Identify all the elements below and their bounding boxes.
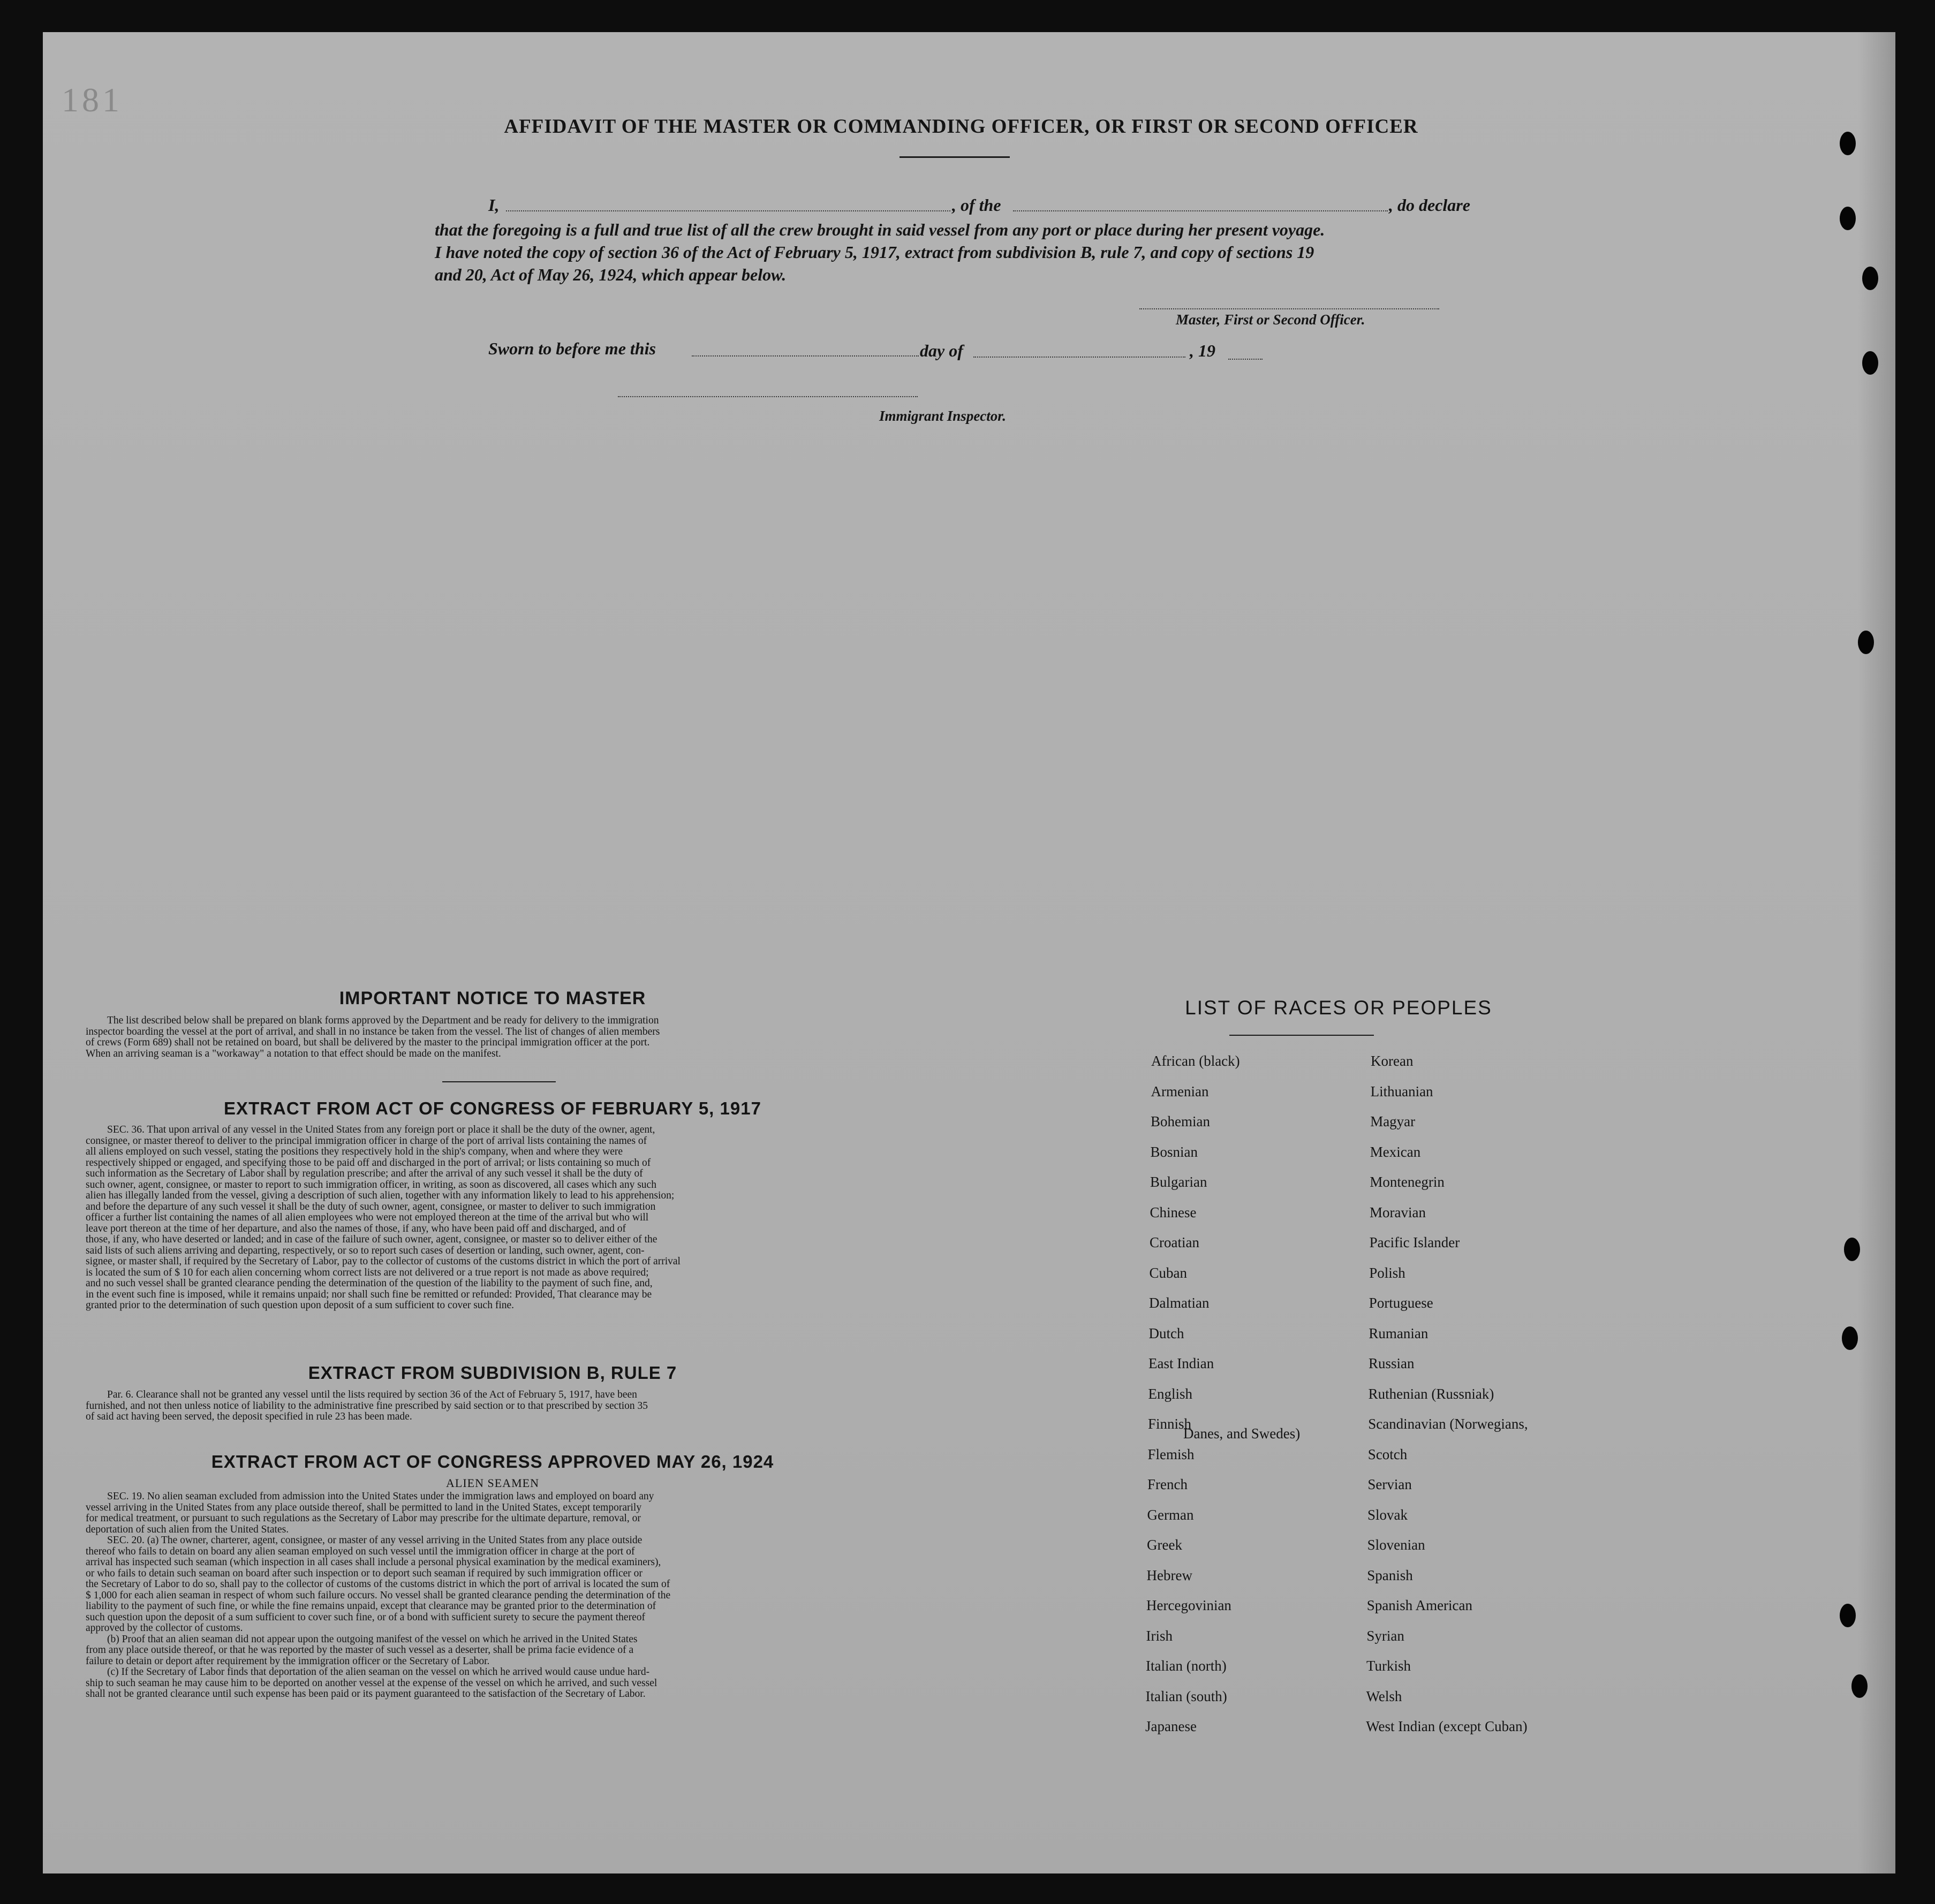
notice-body (86, 1015, 900, 1059)
declaration-line-4: and 20, Act of May 26, 1924, which appear below. (435, 265, 787, 284)
race-item: Lithuanian (1370, 1083, 1433, 1099)
extract-1917-line: respectively shipped or engaged, and specifying those to be paid off and discharged in the port of arrival; or lists containing so much of (86, 1157, 651, 1169)
inspector-caption: Immigrant Inspector. (879, 408, 1007, 424)
sworn-day-line[interactable] (692, 355, 919, 356)
extract-1917-line: is located the sum of $ 10 for each alien concerning whom correct lists are not delivered or a true report is not made as above required; (86, 1266, 649, 1278)
extract-rule7-line: of said act having been served, the deposit specified in rule 23 has been made. (86, 1411, 412, 1422)
extract-1924-line: such question upon the deposit of a sum sufficient to cover such fine, or of a bond with sufficient surety to secure the payment thereof (86, 1611, 645, 1623)
race-item: Bulgarian (1150, 1174, 1207, 1190)
extract-1924-line: for medical treatment, or pursuant to such regulations as the Secretary of Labor may prescribe for the ultimate departure, removal, or (86, 1513, 641, 1524)
of-the-label: , of the (952, 195, 1001, 215)
extract-1924-line: SEC. 19. No alien seaman excluded from admission into the United States under the immigration laws and employed on board any (107, 1491, 654, 1502)
notice-title: IMPORTANT NOTICE TO MASTER (339, 988, 646, 1008)
punch-hole (1840, 207, 1856, 230)
punch-hole (1862, 267, 1878, 290)
race-item: Rumanian (1369, 1325, 1428, 1341)
punch-hole (1851, 1674, 1868, 1698)
race-item: Spanish American (1366, 1597, 1473, 1613)
race-item-continuation: Danes, and Swedes) (1183, 1425, 1301, 1442)
extract-1924-line: vessel arriving in the United States from any place outside thereof, shall be permitted to land in the United States, except temporarily (86, 1501, 642, 1513)
extract-1917-line: leave port thereon at the time of her departure, and also the names of those, if any, who have been paid off and discharged, and of (86, 1223, 626, 1234)
section-rule (442, 1081, 556, 1082)
race-item: Greek (1147, 1537, 1182, 1553)
race-item: Japanese (1145, 1718, 1197, 1734)
page-number: 181 (62, 81, 123, 119)
declarant-name-line[interactable] (506, 210, 950, 211)
extract-1924-line: SEC. 20. (a) The owner, charterer, agent, consignee, or master of any vessel arriving in the United States from any place outside (107, 1535, 643, 1546)
race-item: African (black) (1151, 1053, 1240, 1069)
race-item: Slovak (1367, 1506, 1408, 1523)
extract-1924-line: shall not be granted clearance until such expense has been paid or its payment guaranteed to the satisfaction of the Secretary of Labor. (86, 1688, 646, 1700)
extract-rule7-body (86, 1390, 900, 1423)
race-item: Portuguese (1369, 1295, 1433, 1311)
extract-1924-line: arrival has inspected such seaman (which inspection in all cases shall include a personal physical examination by the medical examiners), (86, 1557, 661, 1568)
extract-1924-line: failure to detain or deport after requirement by the immigration officer or the Secretary of Labor. (86, 1655, 490, 1667)
races-rule (1229, 1035, 1374, 1036)
race-item: French (1147, 1476, 1188, 1492)
race-item: Bohemian (1151, 1113, 1210, 1129)
race-item: East Indian (1148, 1355, 1214, 1371)
extract-1917-line: SEC. 36. That upon arrival of any vessel in the United States from any foreign port or place it shall be the duty of the owner, agent, (107, 1124, 655, 1135)
race-item: Dalmatian (1149, 1295, 1210, 1311)
extract-1917-line: in the event such fine is imposed, while it remains unpaid; nor shall such fine be remitted or refunded: Provided, That clearance may be (86, 1288, 652, 1300)
race-item: Pacific Islander (1369, 1234, 1460, 1250)
extract-1924-line: (b) Proof that an alien seaman did not appear upon the outgoing manifest of the vessel on which he arrived in the United States (107, 1633, 638, 1645)
declaration-line-2: that the foregoing is a full and true list of all the crew brought in said vessel from any port or place during her present voyage. (435, 220, 1325, 239)
extract-1917-title: EXTRACT FROM ACT OF CONGRESS OF FEBRUARY 5, 1917 (224, 1098, 761, 1118)
race-item: Scotch (1367, 1446, 1408, 1462)
race-item: Welsh (1366, 1688, 1402, 1704)
race-item: Chinese (1150, 1204, 1197, 1220)
notice-line: of crews (Form 689) shall not be retained on board, but shall be delivered by the master to the principal immigration officer at the port. (86, 1037, 650, 1048)
extract-1924-line: $ 1,000 for each alien seaman in respect of whom such failure occurs. No vessel shall be granted clearance pending the determination of the (86, 1589, 671, 1601)
race-item: Irish (1146, 1627, 1173, 1644)
vessel-name-line[interactable] (1013, 210, 1388, 211)
extract-1924-line: (c) If the Secretary of Labor finds that deportation of the alien seaman on the vessel on which he arrived would cause undue hard- (107, 1666, 650, 1678)
race-item: Italian (north) (1146, 1658, 1227, 1674)
page-edge-shadow (1858, 32, 1895, 1873)
inspector-signature-line[interactable] (618, 396, 918, 397)
race-item: Syrian (1366, 1627, 1404, 1644)
extract-rule7-line: Par. 6. Clearance shall not be granted any vessel until the lists required by section 36 of the Act of February 5, 1917, have been (107, 1389, 637, 1400)
extract-1917-line: such owner, agent, consignee, or master to report to such immigration officer, in writing, as soon as discovered, all cases which any such (86, 1179, 656, 1190)
notice-line: When an arriving seaman is a "workaway" a notation to that effect should be made on the manifest. (86, 1048, 501, 1059)
extract-rule7-title: EXTRACT FROM SUBDIVISION B, RULE 7 (308, 1363, 677, 1383)
race-item: West Indian (except Cuban) (1366, 1718, 1528, 1734)
race-item: Mexican (1370, 1143, 1421, 1160)
extract-1917-line: signee, or master shall, if required by the Secretary of Labor, pay to the collector of customs of the customs district in which the port of arrival (86, 1256, 681, 1267)
race-item: Scandinavian (Norwegians, (1368, 1416, 1528, 1432)
extract-1917-line: and before the departure of any such vessel it shall be the duty of such owner, agent, consignee, or master to deliver to such immigration (86, 1201, 656, 1212)
sworn-label: Sworn to before me this (488, 339, 656, 358)
extract-1924-line: approved by the collector of customs. (86, 1622, 243, 1634)
race-item: Spanish (1367, 1567, 1413, 1583)
extract-1917-line: all aliens employed on such vessel, stating the positions they respectively hold in the ship's company, when and where they were (86, 1146, 623, 1157)
race-item: Croatian (1150, 1234, 1199, 1250)
extract-1917-line: granted prior to the determination of such question upon deposit of a sum sufficient to cover such fine. (86, 1300, 515, 1311)
extract-1917-line: officer a further list containing the names of all alien employees who were not employed thereon at the time of the arrival but who will (86, 1212, 649, 1223)
extract-rule7-line: furnished, and not then unless notice of liability to the administrative fine prescribed by said section or to that prescribed by section 35 (86, 1400, 648, 1412)
notice-line: inspector boarding the vessel at the port of arrival, and shall in no instance be taken from the vessel. The list of changes of alien members (86, 1026, 660, 1037)
race-item: Servian (1367, 1476, 1412, 1492)
extract-1924-title: EXTRACT FROM ACT OF CONGRESS APPROVED MAY 26, 1924 (211, 1452, 774, 1471)
declaration-line-3: I have noted the copy of section 36 of the Act of February 5, 1917, extract from subdivision B, rule 7, and copy of sections 19 (435, 242, 1314, 262)
extract-1924-line: deportation of such alien from the United States. (86, 1523, 289, 1535)
race-item: Turkish (1366, 1658, 1411, 1674)
race-item: Montenegrin (1370, 1174, 1445, 1190)
extract-1924-line: thereof who fails to detain on board any alien seaman employed on such vessel until the immigration officer in charge at the port of (86, 1545, 635, 1557)
notice-line: The list described below shall be prepared on blank forms approved by the Department and be ready for delivery to the immigration (107, 1015, 659, 1026)
race-item: Russian (1369, 1355, 1415, 1371)
race-item: Finnish (1148, 1416, 1192, 1432)
affidavit-title: AFFIDAVIT OF THE MASTER OR COMMANDING OFFICER, OR FIRST OR SECOND OFFICER (504, 116, 1418, 138)
punch-hole (1840, 132, 1856, 155)
punch-hole (1862, 351, 1878, 375)
punch-hole (1844, 1238, 1860, 1261)
race-item: Slovenian (1367, 1537, 1425, 1553)
day-of-label: day of (920, 341, 963, 360)
extract-1917-line: those, if any, who have deserted or landed; and in case of the failure of such owner, agent, consignee, or master so to deliver either of the (86, 1234, 657, 1245)
race-item: Dutch (1148, 1325, 1184, 1341)
races-title: LIST OF RACES OR PEOPLES (1185, 997, 1492, 1019)
extract-1917-line: consignee, or master thereof to deliver to the principal immigration officer in charge of the port of arrival lists containing the names of (86, 1135, 647, 1147)
race-item: Armenian (1151, 1083, 1209, 1099)
race-item: Bosnian (1150, 1143, 1198, 1160)
extract-1924-line: from any place outside thereof, or that he was reported by the master of such vessel as a deserter, shall be prima facie evidence of a (86, 1644, 634, 1656)
extract-1924-subtitle: ALIEN SEAMEN (446, 1476, 539, 1490)
punch-hole (1840, 1604, 1856, 1627)
master-caption: Master, First or Second Officer. (1176, 312, 1365, 328)
race-item: Ruthenian (Russniak) (1368, 1385, 1494, 1402)
sworn-year-line[interactable] (1228, 359, 1263, 360)
year-label: , 19 (1190, 341, 1215, 360)
punch-hole (1858, 631, 1874, 654)
extract-1917-body (86, 1125, 900, 1311)
extract-1924-line: ship to such seaman he may cause him to be deported on another vessel at the expense of the vessel on which he arrived, and such vessel (86, 1677, 657, 1689)
extract-1917-line: said lists of such aliens arriving and departing, respectively, or so to report such cases of desertion or landing, such owner, agent, con- (86, 1245, 645, 1256)
race-item: Moravian (1370, 1204, 1426, 1220)
race-item: Cuban (1149, 1264, 1187, 1281)
master-signature-line[interactable] (1139, 308, 1439, 309)
extract-1917-line: and no such vessel shall be granted clearance pending the determination of the question of the liability to the payment of such fine, and, (86, 1278, 653, 1289)
race-item: Polish (1369, 1264, 1405, 1281)
extract-1924-line: liability to the payment of such fine, or while the fine remains unpaid, except that clearance may be granted prior to the determination of (86, 1600, 656, 1612)
race-item: Magyar (1370, 1113, 1416, 1129)
race-item: Hebrew (1146, 1567, 1192, 1583)
race-item: Korean (1371, 1053, 1414, 1069)
race-item: Hercegovinian (1146, 1597, 1231, 1613)
race-item: English (1148, 1385, 1193, 1402)
punch-hole (1842, 1326, 1858, 1350)
do-declare-label: , do declare (1389, 195, 1470, 215)
extract-1917-line: alien has illegally landed from the vessel, giving a description of such alien, together with any information likely to lead to his apprehension; (86, 1190, 675, 1201)
extract-1917-line: such information as the Secretary of Labor shall by regulation prescribe; and after the arrival of any such vessel it shall be the duty of (86, 1168, 643, 1179)
extract-1924-line: or who fails to detain such seaman on board after such inspection or to deport such seaman if required by such immigration officer or (86, 1567, 643, 1579)
declarant-i-label: I, (488, 195, 500, 215)
race-item: Italian (south) (1145, 1688, 1227, 1704)
extract-1924-line: the Secretary of Labor to do so, shall pay to the collector of customs of the customs district in which the port of arrival is located the sum of (86, 1579, 670, 1590)
sworn-month-line[interactable] (973, 356, 1185, 358)
race-item: German (1147, 1506, 1194, 1523)
race-item: Flemish (1147, 1446, 1195, 1462)
extract-1924-body (86, 1491, 900, 1700)
title-rule (900, 156, 1010, 158)
